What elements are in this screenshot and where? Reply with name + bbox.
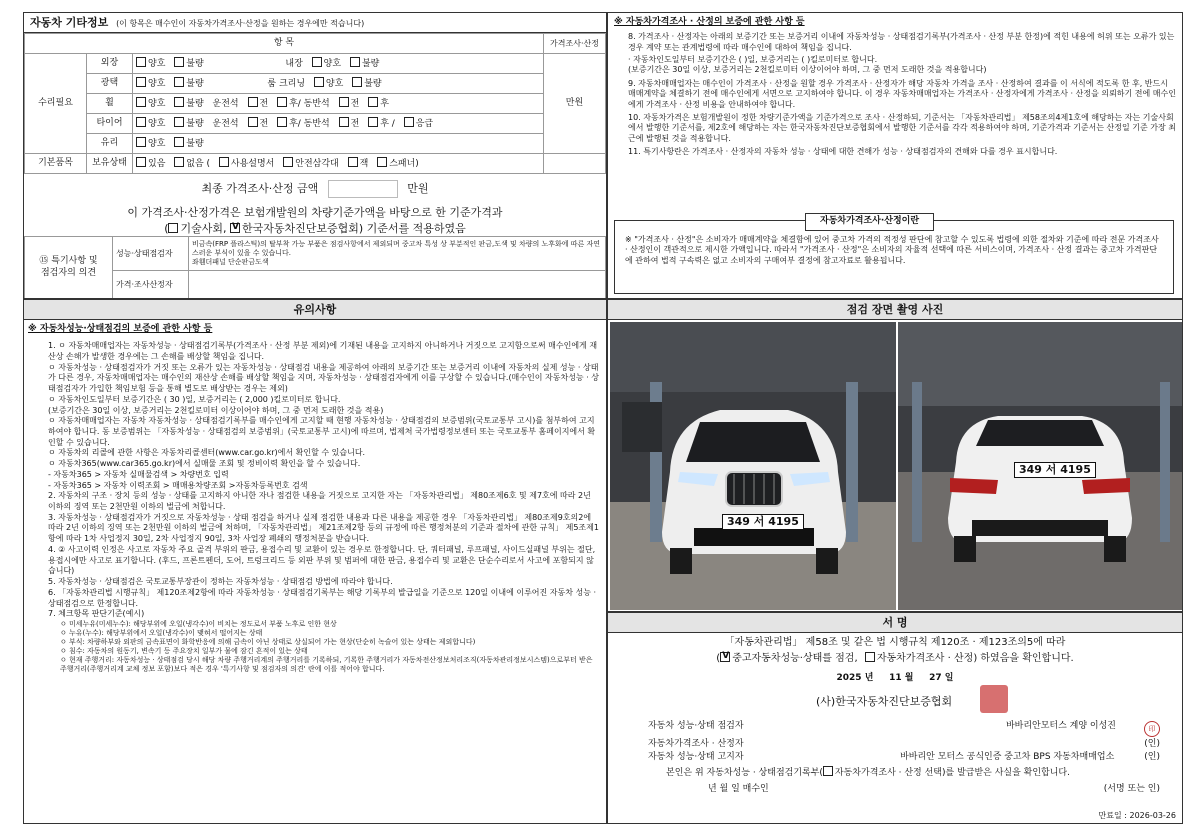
tire-emergency-checkbox[interactable] bbox=[404, 117, 414, 127]
note-item: 1. ㅇ 자동차매매업자는 자동차성능 · 상태점검기록부(가격조사 · 산정 부분 제외)에 기재된 내용을 고지하지 아니하거나 거짓으로 고지함으로써 매수인에게 재산상 손해가 발생한 경우에는 그 손해를 배상할 책임을 집니다. bbox=[48, 341, 598, 361]
note-item: 6. 「자동차관리법 시행규칙」 제120조제2항에 따라 자동차성능 · 상태점검기록부는 해당 기록부의 발급일을 기준으로 120일 이내에 이루어진 자동차 성능 · 상태점검으로 한정합니다. bbox=[48, 587, 597, 608]
buyer-sign-row: 년 월 일 매수인 (서명 또는 인) bbox=[708, 783, 1160, 794]
wheel-bad-checkbox[interactable] bbox=[174, 97, 184, 107]
notes-header: 유의사항 bbox=[24, 300, 606, 320]
criteria-item: ㅇ 침수: 자동차의 원동기, 변속기 등 주요장치 일부가 물에 잠긴 흔적이 있는 상태 bbox=[60, 647, 308, 656]
rear-inspection-photo bbox=[898, 322, 1182, 610]
interior-good-checkbox[interactable] bbox=[312, 57, 322, 67]
note-item: ㅇ 자동차매매업자는 자동차 자동차성능 · 상태점검기록부를 매수인에게 고지할 때 현행 자동차성능 · 상태점검의 보증범위(국토교통부 고시)를 첨부하여 고지하여야 합니다. 동 보증범위는 「자동차성능 · 상태점검의 보증범위」(국토교통부 고시)에 따르며, 법제처 국가법령정보센터 또는 국토교통부 홈페이지에서 확인할 수 있습니다. bbox=[48, 416, 596, 447]
inspector-stamp: 印 bbox=[1144, 721, 1160, 737]
jack-checkbox[interactable] bbox=[348, 157, 358, 167]
criteria-list bbox=[48, 620, 600, 675]
criteria-item: ㅇ 현재 주행거리: 자동차성능 · 상태점검 당시 해당 차량 주행거리계의 주행거리를 기록하되, 기록한 주행거리가 자동차전산정보처리조직(자동차관리정보시스템)으로부터 받은 주행거리(주행거리계 교체 정보 포함)보다 적은 경우 '특기사항 및 점검자의 의견' 란에 이를 적어야 합니다. bbox=[60, 656, 593, 674]
final-price-unit: 만원 bbox=[407, 182, 429, 195]
exterior-good-checkbox[interactable] bbox=[136, 57, 146, 67]
warranty-items bbox=[614, 32, 1176, 157]
etc-info-section bbox=[23, 12, 607, 299]
signature-law-line: 「자동차관리법」 제58조 및 같은 법 시행규칙 제120조 · 제123조의5에 따라 bbox=[724, 637, 1066, 648]
notes-section bbox=[23, 299, 607, 824]
row-tire: 타이어 bbox=[87, 114, 133, 134]
row-wheel: 휠 bbox=[87, 94, 133, 114]
wheel-driver-rear-checkbox[interactable] bbox=[277, 97, 287, 107]
manual-checkbox[interactable] bbox=[219, 157, 229, 167]
glass-bad-checkbox[interactable] bbox=[174, 137, 184, 147]
tire-driver-front-checkbox[interactable] bbox=[248, 117, 258, 127]
notes-title: ※ 자동차성능·상태점검의 보증에 관한 사항 등 bbox=[28, 324, 213, 334]
note-item: ㅇ 자동차365(www.car365.go.kr)에서 실매물 조회 및 정비이력 확인을 할 수 있습니다. bbox=[48, 459, 361, 469]
final-price-input[interactable] bbox=[328, 180, 398, 198]
exterior-bad-checkbox[interactable] bbox=[174, 57, 184, 67]
note-item: 3. 자동차성능 · 상태점검자가 거짓으로 자동차성능 · 상태 점검을 하거나 실제 점검한 내용과 다른 내용을 제공한 경우 「자동차관리법」 제80조제9호의2에 따라 2년 이하의 징역 또는 2천만원 이하의 벌금에 처하며, 「자동차관리법」 제21조제2항 등의 규정에 따른 행정처분의 기준과 절차에 관한 규칙」 제5조제1항에 따라 1차 사업정지 30일, 2차 사업정지 90일, 3차 사업장 폐쇄의 행정처분을 받습니다. bbox=[48, 512, 599, 544]
exterior-options: 양호 불량 내장 양호 불량 bbox=[133, 54, 544, 74]
price-unit: 만원 bbox=[544, 54, 606, 154]
front-plate: 349 서 4195 bbox=[722, 514, 804, 530]
col-price-header: 가격조사·산정 bbox=[544, 34, 606, 54]
tire-good-checkbox[interactable] bbox=[136, 117, 146, 127]
signature-rows bbox=[648, 719, 1160, 797]
note-item: 4. ② 사고이력 인정은 사고로 자동차 주요 골격 부위의 판금, 용접수리 및 교환이 있는 경우로 한정합니다. 단, 쿼터패널, 루프패널, 사이드실패널 부위는 절단, 용접시에만 사고로 표기합니다. (후드, 프론트펜더, 도어, 트렁크리드 등 외판 부위 및 범퍼에 대한 판금, 용접수리 및 교환은 단순수리로서 사고에 포함되지 않습니다) bbox=[48, 544, 596, 576]
photos-section bbox=[607, 299, 1183, 612]
signature-row: 자동차가격조사 · 산정자 (인) bbox=[648, 739, 1160, 749]
glass-good-checkbox[interactable] bbox=[136, 137, 146, 147]
room-bad-checkbox[interactable] bbox=[352, 77, 362, 87]
gloss-good-checkbox[interactable] bbox=[136, 77, 146, 87]
warranty-item: 9. 자동차매매업자는 매수인이 가격조사 · 산정을 원할 경우 가격조사 · 산정자가 해당 자동차 가격을 조사 · 산정하여 결과를 이 서식에 적도록 한 후, 반드시 매매계약을 체결하기 전에 매수인에게 서면으로 고지하여야 합니다. 이 경우 자동차매매업자는 가격조사 · 산정자에게 가격조사 · 산정을 의뢰하기 전에 매수인에게 가격조사 · 산정 비용을 안내하여야 합니다. bbox=[628, 78, 1176, 109]
row-glass: 유리 bbox=[87, 134, 133, 154]
association-name: (사)한국자동차진단보증협회 bbox=[816, 695, 953, 708]
col-item-header: 항 목 bbox=[25, 34, 544, 54]
criteria-item: ㅇ 미세누유(미세누수): 해당부위에 오일(냉각수)이 비치는 정도로서 부품 노후로 인한 현상 bbox=[60, 619, 337, 628]
final-price-row bbox=[24, 180, 606, 198]
basis-line1: 이 가격조사·산정가격은 보험개발원의 차량기준가액을 바탕으로 한 기준가격과 bbox=[127, 206, 503, 219]
expiry-date: 만료일 : 2026-03-26 bbox=[1098, 811, 1176, 820]
none-checkbox[interactable] bbox=[174, 157, 184, 167]
receipt-line: 본인은 위 자동차성능 · 상태점검기록부( 자동차가격조사 · 산정 선택)를 발급받은 사실을 확인합니다. bbox=[666, 767, 1070, 778]
warranty-item: 8. 가격조사 · 산정자는 아래의 보증기간 또는 보증거리 이내에 자동차성능 · 상태점검기록부(가격조사 · 산정 부분 한정)에 적힌 내용에 허위 또는 오류가 있는 경우 계약 또는 관계법령에 따라 매수인에 대하여 책임을 집니다. bbox=[628, 32, 1175, 52]
etc-info-subtitle: (이 항목은 매수인이 자동차가격조사·산정을 원하는 경우에만 적습니다) bbox=[116, 19, 365, 28]
front-car-illustration bbox=[610, 322, 896, 610]
row-exterior: 외장 bbox=[87, 54, 133, 74]
criteria-item: ㅇ 부식: 차량하부와 외판의 금속표면이 화학반응에 의해 금속이 아닌 상태로 상실되어 가는 현상(단순히 녹슬어 있는 상태는 제외합니다) bbox=[60, 638, 476, 647]
triangle-checkbox[interactable] bbox=[283, 157, 293, 167]
notes-items bbox=[24, 341, 606, 674]
warranty-item: 10. 자동차가격은 보험개발원이 정한 차량기준가액을 기준가격으로 조사 · 산정하되, 기준서는 「자동차관리법」 제58조의4제1호에 해당하는 자는 기술사회에서 발행한 기준서를, 제2호에 해당하는 자는 한국자동차진단보증협회에서 발행한 기준서를 각각 적용하여야 하며, 기준가격과 기준서는 산정일 기준 가장 최근에 발행된 것을 적용합니다. bbox=[628, 112, 1176, 143]
repair-label: 수리필요 bbox=[25, 54, 87, 154]
tire-bad-checkbox[interactable] bbox=[174, 117, 184, 127]
warranty-item: (보증기간은 30일 이상, 보증거리는 2천킬로미터 이상이어야 하며, 그 중 먼저 도래한 것을 적용합니다) bbox=[628, 65, 987, 75]
appraiser-label: 가격·조사산정자 bbox=[113, 271, 189, 299]
basis-opt2-checkbox[interactable] bbox=[230, 223, 240, 233]
association-seal bbox=[980, 685, 1008, 713]
photos-header: 점검 장면 촬영 사진 bbox=[608, 300, 1182, 320]
row-gloss: 광택 bbox=[87, 74, 133, 94]
wheel-good-checkbox[interactable] bbox=[136, 97, 146, 107]
inspector-label: 성능·상태점검자 bbox=[113, 237, 189, 271]
price-appraisal-checkbox[interactable] bbox=[865, 652, 875, 662]
etc-info-title-row bbox=[24, 13, 606, 33]
note-item: 5. 자동차성능 · 상태점검은 국토교통부장관이 정하는 자동차성능 · 상태점검 방법에 따라야 합니다. bbox=[48, 577, 393, 587]
note-item: (보증기간은 30일 이상, 보증거리는 2천킬로미터 이상이어야 하며, 그 중 먼저 도래한 것을 적용) bbox=[48, 405, 384, 415]
note-item: - 자동차365 > 자동차 실매물검색 > 차량번호 입력 bbox=[48, 469, 229, 479]
signature-row: 자동차 성능·상태 고지자 바바리안 모터스 공식인증 중고차 BPS 자동차매매업소 (인) bbox=[648, 752, 1160, 763]
basis-line2: ( 기술사회, V한국자동차진단보증협회) 기준서를 적용하였음 bbox=[24, 222, 606, 236]
special-notes-table bbox=[24, 236, 606, 299]
warranty-section bbox=[607, 12, 1183, 299]
rear-plate: 349 서 4195 bbox=[1014, 462, 1096, 478]
row-possess: 보유상태 bbox=[87, 154, 133, 174]
buyer-sign-field[interactable]: (서명 또는 인) bbox=[1103, 783, 1160, 794]
etc-info-table: 항 목 가격조사·산정 수리필요 외장 양호 불량 내장 양호 불량 만원 광택 양호 불량 룸 크리닝 양호 불량 휠 양호 불량 운전석 전 후/ 동반석 전 후 타이어 양호 불량 운전석 전 후/ 동반석 전 후 / 응급 유리 양호 불량 기본품목 보유상태 있음 없음 ( 사용설명서 안전삼각대 잭 스패너) bbox=[24, 33, 606, 174]
warranty-title: ※ 자동차가격조사 · 산정의 보증에 관한 사항 등 bbox=[614, 17, 805, 27]
final-price-label: 최종 가격조사·산정 금액 bbox=[201, 182, 319, 195]
note-item: 7. 체크항목 판단기준(예시) bbox=[48, 609, 145, 619]
note-item: ㅇ 자동차인도일부터 보증기간은 ( 30 )일, 보증거리는 ( 2,000 )킬로미터로 합니다. bbox=[48, 394, 341, 404]
signature-options: (V 중고자동차성능·상태를 점검, 자동차가격조사 · 산정) 하였음을 확인합니다. bbox=[608, 652, 1182, 666]
room-good-checkbox[interactable] bbox=[314, 77, 324, 87]
basis-opt1-checkbox[interactable] bbox=[168, 223, 178, 233]
note-item: - 자동차365 > 자동차 이력조회 > 매매용차량조회 >자동차등록번호 검색 bbox=[48, 480, 308, 490]
warranty-item: 11. 특기사항란은 가격조사 · 산정자의 자동차 성능 · 상태에 대한 견해가 성능 · 상태점검자의 견해와 다를 경우 표시합니다. bbox=[628, 147, 1058, 157]
front-inspection-photo bbox=[610, 322, 896, 610]
signature-row: 자동차 성능·상태 점검자 바바리안모터스 계양 이성진 印 bbox=[648, 721, 1160, 737]
inspector-opinion: 비금속(FRP 플라스틱)의 탈부착 가능 부품은 점검사항에서 제외되며 중고차 특성 상 부분적인 판금,도색 및 차량의 노후화에 따른 자연스러운 부식이 있을 수 있습니다. 좌휀더패널 단순판금도색 bbox=[189, 237, 606, 271]
have-checkbox[interactable] bbox=[136, 157, 146, 167]
wheel-driver-front-checkbox[interactable] bbox=[248, 97, 258, 107]
interior-bad-checkbox[interactable] bbox=[350, 57, 360, 67]
tire-pass-front-checkbox[interactable] bbox=[339, 117, 349, 127]
criteria-item: ㅇ 누유(누수): 해당부위에서 오일(냉각수)이 맺혀서 떨어지는 상태 bbox=[60, 629, 263, 638]
basic-label: 기본품목 bbox=[25, 154, 87, 174]
receipt-appraisal-checkbox[interactable] bbox=[823, 766, 833, 776]
wheel-pass-front-checkbox[interactable] bbox=[339, 97, 349, 107]
note-item: ㅇ 자동차성능 · 상태점검자가 거짓 또는 오류가 있는 자동차성능 · 상태점검 내용을 제공하여 아래의 보증기간 또는 보증거리 이내에 자동차의 실제 성능 · 상태가 다른 경우, 자동차매매업자는 매수인의 재산상 손해를 배상할 책임을 지며, 자동차성능 · 상태점검자에게 이를 구상할 수 있습니다.(매수인이 자동차성능 · 상태점검자가 가입한 책임보험 등을 통해 별도로 배상받는 경우는 제외) bbox=[48, 362, 600, 394]
wheel-pass-rear-checkbox[interactable] bbox=[368, 97, 378, 107]
appraisal-definition-title: 자동차가격조사·산정이란 bbox=[805, 213, 934, 231]
appraisal-definition-text: ※ "가격조사 · 산정"은 소비자가 매매계약을 체결함에 있어 중고차 가격의 적정성 판단에 참고할 수 있도록 법령에 의한 절차와 기준에 따라 전문 가격조사 · 산정인이 객관적으로 제시한 가액입니다. 따라서 "가격조사 · 산정"은 소비자의 자율적 선택에 따른 서비스이며, 가격조사 · 산정 결과는 중고차 가격판단에 관하여 법적 구속력은 없고 소비자의 구매여부 결정에 참고자료로 활용됩니다. bbox=[625, 235, 1159, 265]
special-label: ⑮ 특기사항 및 점검자의 의견 bbox=[25, 237, 113, 299]
appraisal-definition-box bbox=[614, 216, 1174, 294]
gloss-bad-checkbox[interactable] bbox=[174, 77, 184, 87]
note-item: 2. 자동차의 구조 · 장치 등의 성능 · 상태를 고지하지 아니한 자나 점검한 내용을 거짓으로 고지한 자는 「자동차관리법」 제80조제6호 및 제7호에 따라 2년 이하의 징역 또는 2천만원 이하의 벌금에 처합니다. bbox=[48, 491, 591, 512]
warranty-item: · 자동차인도일부터 보증기간은 ( )일, 보증거리는 ( )킬로미터로 합니다. bbox=[628, 55, 878, 65]
spanner-checkbox[interactable] bbox=[377, 157, 387, 167]
tire-pass-rear-checkbox[interactable] bbox=[368, 117, 378, 127]
signature-date: 2025 년 11 월 27 일 bbox=[836, 673, 954, 683]
etc-info-title: 자동차 기타정보 bbox=[30, 16, 109, 29]
signature-section bbox=[607, 612, 1183, 824]
tire-driver-rear-checkbox[interactable] bbox=[277, 117, 287, 127]
note-item: ㅇ 자동차의 리콜에 관한 사항은 자동차리콜센터(www.car.go.kr)에서 확인할 수 있습니다. bbox=[48, 448, 366, 458]
performance-check-checkbox[interactable] bbox=[720, 652, 730, 662]
signature-header: 서 명 bbox=[608, 613, 1182, 633]
